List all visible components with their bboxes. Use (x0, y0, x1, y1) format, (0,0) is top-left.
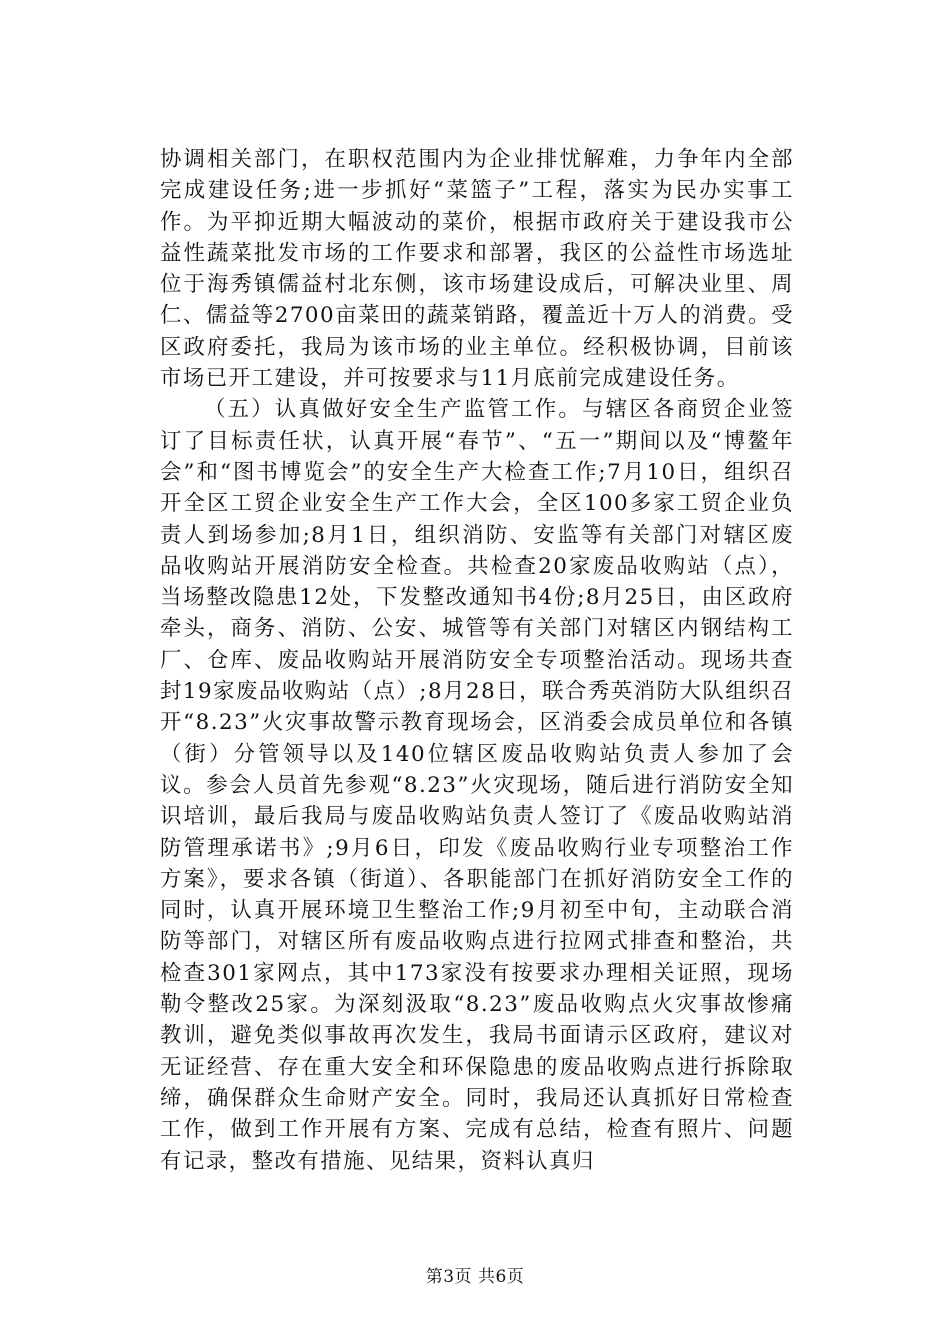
paragraph-market-construction: 协调相关部门，在职权范围内为企业排忧解难，力争年内全部完成建设任务;进一步抓好“菜篮子”工程，落实为民办实事工作。为平抑近期大幅波动的菜价，根据市政府关于建设我市公益性蔬菜批发市场的工作要求和部署，我区的公益性市场选址位于海秀镇儒益村北东侧，该市场建设成后，可解决业里、周仁、儒益等2700亩菜田的蔬菜销路，覆盖近十万人的消费。受区政府委托，我局为该市场的业主单位。经积极协调，目前该市场已开工建设，并可按要求与11月底前完成建设任务。 (160, 147, 794, 392)
paragraph-safety-supervision: （五）认真做好安全生产监管工作。与辖区各商贸企业签订了目标责任状，认真开展“春节”、“五一”期间以及“博鳌年会”和“图书博览会”的安全生产大检查工作;7月10日，组织召开全区工贸企业安全生产工作大会，全区100多家工贸企业负责人到场参加;8月1日，组织消防、安监等有关部门对辖区废品收购站开展消防安全检查。共检查20家废品收购站（点），当场整改隐患12处，下发整改通知书4份;8月25日，由区政府牵头，商务、消防、公安、城管等有关部门对辖区内钢结构工厂、仓库、废品收购站开展消防安全专项整治活动。现场共查封19家废品收购站（点）;8月28日，联合秀英消防大队组织召开“8.23”火灾事故警示教育现场会，区消委会成员单位和各镇（街）分管领导以及140位辖区废品收购站负责人参加了会议。参会人员首先参观“8.23”火灾现场，随后进行消防安全知识培训，最后我局与废品收购站负责人签订了《废品收购站消防管理承诺书》;9月6日，印发《废品收购行业专项整治工作方案》，要求各镇（街道）、各职能部门在抓好消防安全工作的同时，认真开展环境卫生整治工作;9月初至中旬，主动联合消防等部门，对辖区所有废品收购点进行拉网式排查和整治，共检查301家网点，其中173家没有按要求办理相关证照，现场勒令整改25家。为深刻汲取“8.23”废品收购点火灾事故惨痛教训，避免类似事故再次发生，我局书面请示区政府，建议对无证经营、存在重大安全和环保隐患的废品收购点进行拆除取缔，确保群众生命财产安全。同时，我局还认真抓好日常检查工作，做到工作开展有方案、完成有总结，检查有照片、问题有记录，整改有措施、见结果，资料认真归 (160, 397, 794, 1174)
page-number-footer: 第3页 共6页 (425, 1267, 525, 1287)
document-body (160, 144, 794, 1177)
